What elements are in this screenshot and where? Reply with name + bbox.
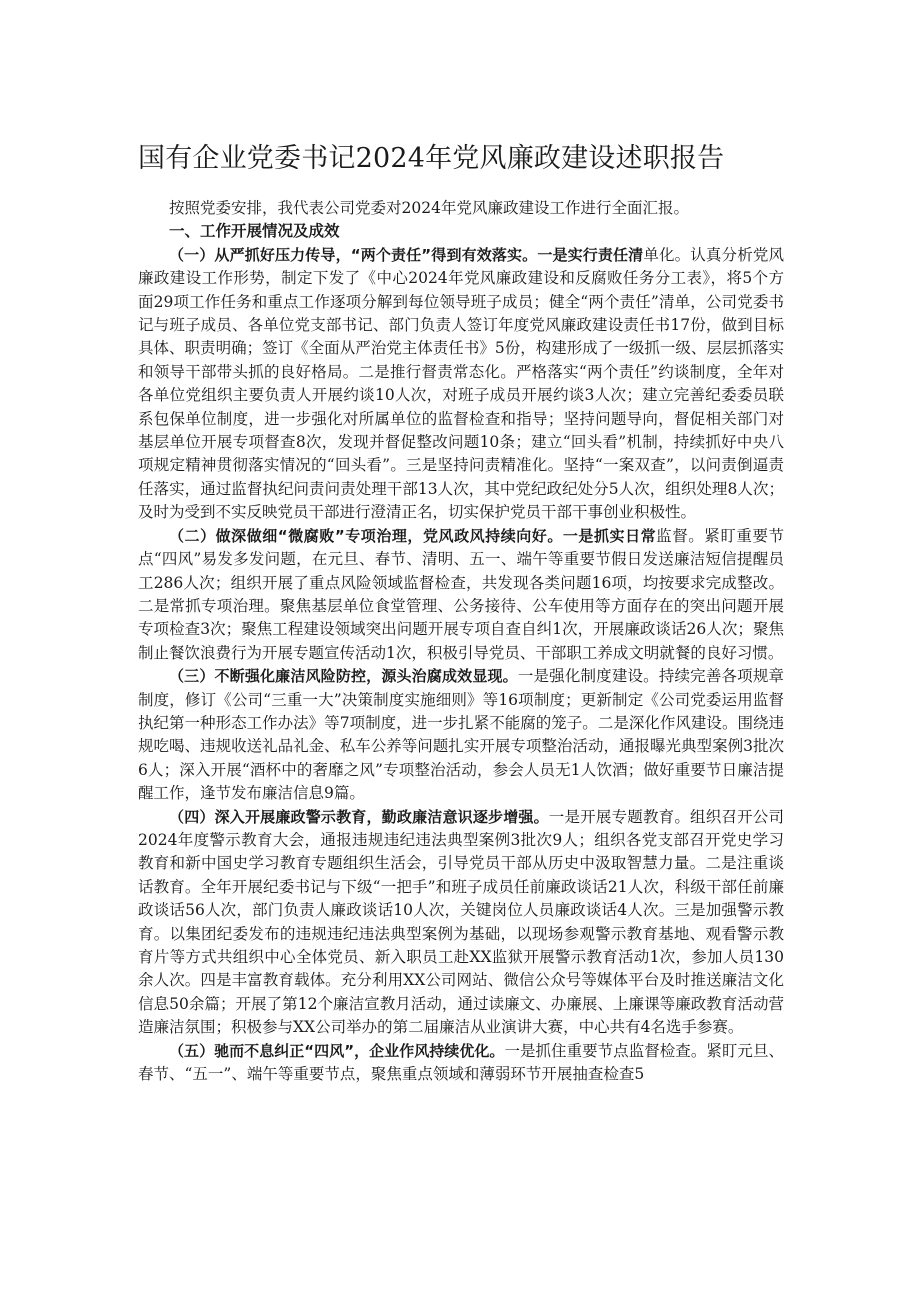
- item-body-1: 单化。认真分析党风廉政建设工作形势，制定下发了《中心2024年党风廉政建设和反腐败任务分工表》，将5个方面29项工作任务和重点工作逐项分解到每位领导班子成员；健全“两个责任”清单，公司党委书记与班子成员、各单位党支部书记、部门负责人签订年度党风廉政建设责任书17份，做到目标具体、职责明确；签订《全面从严治党主体责任书》5份，构建形成了一级抓一级、层层抓落实和领导干部带头抓的良好格局。二是推行督责常态化。严格落实“两个责任”约谈制度，全年对各单位党组织主要负责人开展约谈10人次，对班子成员开展约谈3人次；建立完善纪委委员联系包保单位制度，进一步强化对所属单位的监督检查和指导；坚持问题导向，督促相关部门对基层单位开展专项督查8次，发现并督促整改问题10条；建立“回头看”机制，持续抓好中央八项规定精神贯彻落实情况的“回头看”。三是坚持问责精准化。坚持“一案双查”，以问责倒逼责任落实，通过监督执纪问责问责处理干部13人次，其中党纪政纪处分5人次，组织处理8人次；及时为受到不实反映党员干部进行澄清正名，切实保护党员干部干事创业积极性。: [138, 245, 784, 522]
- item-paragraph-4: [138, 806, 784, 1040]
- item-body-4: 一是开展专题教育。组织召开公司2024年度警示教育大会，通报违规违纪违法典型案例3批次9人；组织各党支部召开党史学习教育和新中国史学习教育专题组织生活会，引导党员干部从历史中汲取智慧力量。二是注重谈话教育。全年开展纪委书记与下级“一把手”和班子成员任前廉政谈话21人次，科级干部任前廉政谈话56人次，部门负责人廉政谈话10人次，关键岗位人员廉政谈话4人次。三是加强警示教育。以集团纪委发布的违规违纪违法典型案例为基础，以现场参观警示教育基地、观看警示教育片等方式共组织中心全体党员、新入职员工赴XX监狱开展警示教育活动1次，参加人员130余人次。四是丰富教育载体。充分利用XX公司网站、微信公众号等媒体平台及时推送廉洁文化信息50余篇；开展了第12个廉洁宣教月活动，通过读廉文、办廉展、上廉课等廉政教育活动营造廉洁氛围；积极参与XX公司举办的第二届廉洁从业演讲大赛，中心共有4名选手参赛。: [138, 807, 784, 1037]
- item-heading-4: （四）深入开展廉政警示教育，勤政廉洁意识逐步增强。: [169, 807, 549, 826]
- item-paragraph-1: [138, 244, 784, 525]
- intro-paragraph: 按照党委安排，我代表公司党委对2024年党风廉政建设工作进行全面汇报。: [169, 199, 689, 217]
- item-lead-1: 一是实行责任清: [537, 245, 644, 264]
- item-body-2: 监督。紧盯重要节点“四风”易发多发问题，在元旦、春节、清明、五一、端午等重要节假日发送廉洁短信提醒员工286人次；组织开展了重点风险领域监督检查，共发现各类问题16项，均按要求完成整改。二是常抓专项治理。聚焦基层单位食堂管理、公务接待、公车使用等方面存在的突出问题开展专项检查3次；聚焦工程建设领域突出问题开展专项自查自纠1次，开展廉政谈话26人次；聚焦制止餐饮浪费行为开展专题宣传活动1次，积极引导党员、干部职工养成文明就餐的良好习惯。: [138, 526, 784, 662]
- item-heading-1: （一）从严抓好压力传导，“两个责任”得到有效落实。: [169, 245, 538, 264]
- item-body-5: 一是抓住重要节点监督检查。紧盯元旦、春节、“五一”、端午等重要节点，聚焦重点领域和薄弱环节开展抽查检查5: [138, 1041, 784, 1084]
- item-heading-2: （二）做深做细“微腐败”专项治理，党风政风持续向好。: [169, 526, 563, 545]
- section-heading-1: 一、工作开展情况及成效: [169, 222, 340, 241]
- document-body: [138, 197, 784, 1086]
- item-paragraph-3: [138, 665, 784, 805]
- item-heading-5: （五）驰而不息纠正“四风”，企业作风持续优化。: [169, 1041, 505, 1060]
- item-body-3: 一是强化制度建设。持续完善各项规章制度，修订《公司“三重一大”决策制度实施细则》等16项制度；更新制定《公司党委运用监督执纪第一种形态工作办法》等7项制度，进一步扎紧不能腐的笼子。二是深化作风建设。围绕违规吃喝、违规收送礼品礼金、私车公养等问题扎实开展专项整治活动，通报曝光典型案例3批次6人；深入开展“酒杯中的奢靡之风”专项整治活动，参会人员无1人饮酒；做好重要节日廉洁提醒工作，逢节发布廉洁信息9篇。: [138, 667, 784, 803]
- item-lead-2: 一是抓实日常: [562, 526, 657, 545]
- item-paragraph-2: [138, 525, 784, 665]
- item-heading-3: （三）不断强化廉洁风险防控，源头治腐成效显现。: [169, 667, 518, 686]
- item-paragraph-5: [138, 1040, 784, 1087]
- document-title: 国有企业党委书记2024年党风廉政建设述职报告: [138, 143, 725, 174]
